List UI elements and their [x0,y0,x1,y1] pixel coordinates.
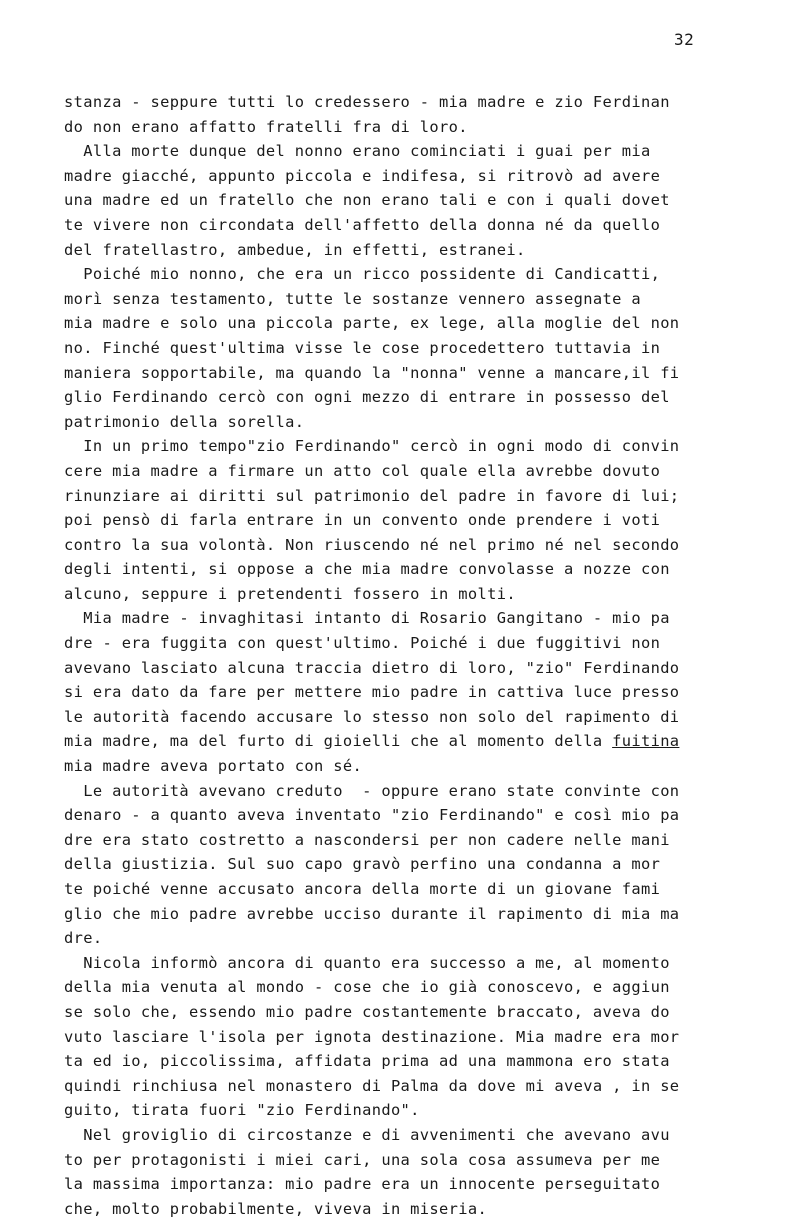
text-line: avevano lasciato alcuna traccia dietro di loro, "zio" Ferdinando [64,658,680,677]
text-line: la massima importanza: mio padre era un innocente perseguitato [64,1175,661,1194]
page-number: 32 [674,30,695,49]
text-line: che, molto probabilmente, viveva in miseria. [64,1199,488,1218]
text-line: morì senza testamento, tutte le sostanze vennero assegnate a [64,289,641,308]
text-line: Alla morte dunque del nonno erano cominciati i guai per mia [64,142,651,161]
text-line: In un primo tempo"zio Ferdinando" cercò in ogni modo di convin [64,437,680,456]
text-line: dre. [64,929,103,948]
text-line: alcuno, seppure i pretendenti fossero in molti. [64,584,516,603]
text-line: rinunziare ai diritti sul patrimonio del padre in favore di lui; [64,486,680,505]
text-line: poi pensò di farla entrare in un convento onde prendere i voti [64,511,661,530]
text-line: te poiché venne accusato ancora della morte di un giovane fami [64,880,661,898]
text-line: mia madre e solo una piccola parte, ex lege, alla moglie del non [64,314,680,333]
text-line: Nel groviglio di circostanze e di avvenimenti che avevano avu [64,1125,670,1144]
text-line: mia madre aveva portato con sé. [64,757,363,776]
text-line: dre era stato costretto a nascondersi per non cadere nelle mani [64,830,670,849]
text-line: se solo che, essendo mio padre costantemente braccato, aveva do [64,1002,670,1021]
text-line: mia madre, ma del furto di gioielli che al momento della fuitina [64,732,680,751]
text-line: dre - era fuggita con quest'ultimo. Poiché i due fuggitivi non [64,634,661,653]
text-line: glio Ferdinando cercò con ogni mezzo di entrare in possesso del [64,388,670,407]
text-line: patrimonio della sorella. [64,412,305,431]
underlined-word: fuitina [612,732,680,751]
text-line: denaro - a quanto aveva inventato "zio Ferdinando" e così mio pa [64,806,680,825]
text-line: Mia madre - invaghitasi intanto di Rosario Gangitano - mio pa [64,609,670,628]
text-line: te vivere non circondata dell'affetto della donna né da quello [64,215,661,234]
text-line: contro la sua volontà. Non riuscendo né nel primo né nel secondo [64,535,680,554]
text-line: della mia venuta al mondo - cose che io già conoscevo, e aggiun [64,978,670,997]
body-text [64,90,744,1221]
text-line: maniera sopportabile, ma quando la "nonna" venne a mancare,il fi [64,363,680,382]
text-line: Poiché mio nonno, che era un ricco possidente di Candicatti, [64,265,661,284]
text-line: madre giacché, appunto piccola e indifesa, si ritrovò ad avere [64,166,661,185]
text-line: Le autorità avevano creduto - oppure erano state convinte con [64,781,680,800]
text-line: no. Finché quest'ultima visse le cose procedettero tuttavia in [64,338,661,357]
text-line: vuto lasciare l'isola per ignota destinazione. Mia madre era mor [64,1027,680,1046]
text-line: ta ed io, piccolissima, affidata prima ad una mammona ero stata [64,1052,670,1071]
text-line: glio che mio padre avrebbe ucciso durante il rapimento di mia ma [64,904,680,923]
text-line: to per protagonisti i miei cari, una sola cosa assumeva per me [64,1150,661,1169]
text-line: Nicola informò ancora di quanto era successo a me, al momento [64,953,670,972]
text-line: si era dato da fare per mettere mio padre in cattiva luce presso [64,683,680,702]
text-line: della giustizia. Sul suo capo gravò perfino una condanna a mor [64,855,661,874]
text-line: cere mia madre a firmare un atto col quale ella avrebbe dovuto [64,461,661,480]
text-line: guito, tirata fuori "zio Ferdinando". [64,1101,420,1120]
text-line: stanza - seppure tutti lo credessero - mia madre e zio Ferdinan [64,93,670,111]
text-line: quindi rinchiusa nel monastero di Palma da dove mi aveva , in se [64,1076,680,1095]
text-line: le autorità facendo accusare lo stesso non solo del rapimento di [64,707,680,726]
text-line: do non erano affatto fratelli fra di loro. [64,117,468,136]
text-line: una madre ed un fratello che non erano tali e con i quali dovet [64,191,670,210]
text-line: degli intenti, si oppose a che mia madre convolasse a nozze con [64,560,670,579]
text-line: del fratellastro, ambedue, in effetti, estranei. [64,240,526,259]
